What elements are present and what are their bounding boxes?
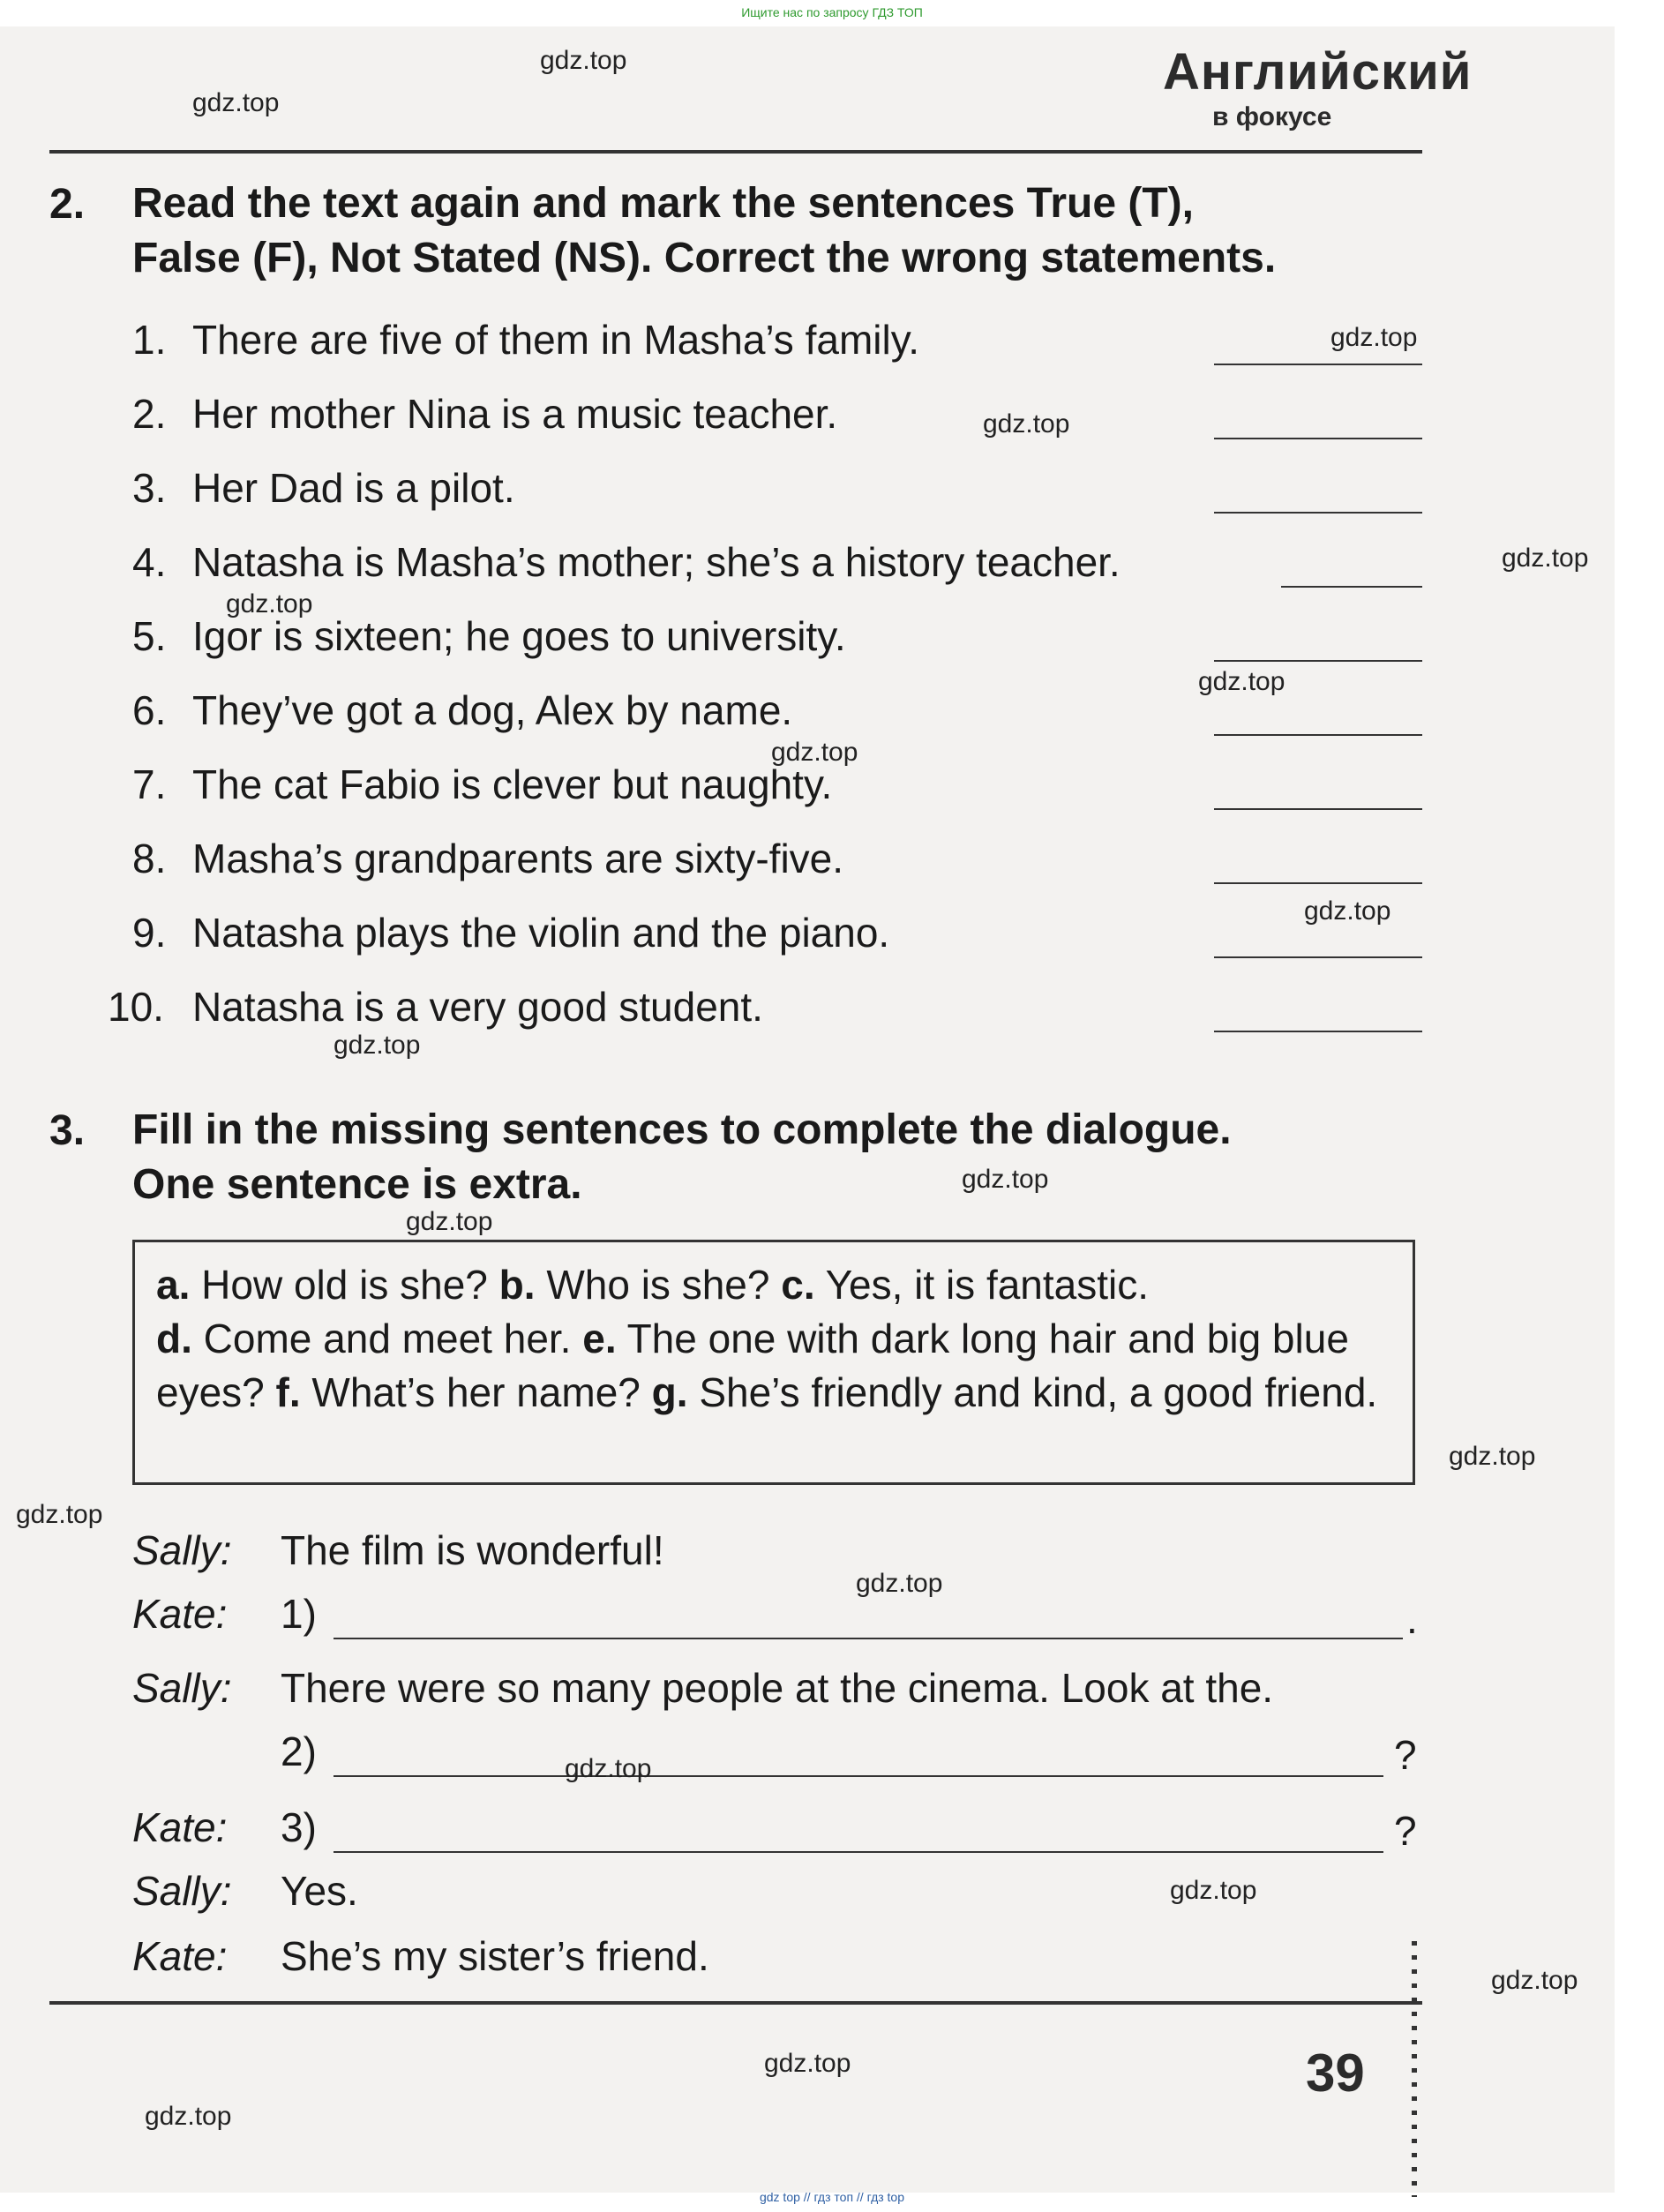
option-letter-d: d.	[156, 1316, 192, 1361]
header-rule	[49, 150, 1422, 154]
statement-2	[132, 390, 837, 438]
statement-text: Masha’s grandparents are sixty-five.	[192, 836, 844, 881]
logo-subtitle: в фокусе	[1212, 102, 1332, 131]
statement-10	[108, 983, 763, 1031]
answer-line-2[interactable]	[1214, 438, 1422, 439]
statement-text: Igor is sixteen; he goes to university.	[192, 613, 846, 659]
watermark: gdz.top	[764, 2049, 851, 2078]
watermark: gdz.top	[1170, 1876, 1257, 1905]
statement-7	[132, 761, 832, 808]
option-d: Come and meet her.	[203, 1316, 572, 1361]
statement-text: The cat Fabio is clever but naughty.	[192, 761, 833, 807]
statement-number: 9.	[132, 910, 167, 956]
answer-line-8[interactable]	[1214, 882, 1422, 884]
statement-1	[132, 316, 919, 364]
statement-4	[132, 538, 1121, 586]
footer-rule	[49, 2001, 1422, 2005]
options-line-2	[156, 1312, 1393, 1420]
gap-3-question: ?	[1394, 1808, 1417, 1854]
watermark: gdz.top	[856, 1569, 943, 1598]
answer-line-10[interactable]	[1214, 1031, 1422, 1032]
task2-title	[132, 176, 1429, 286]
statement-number: 3.	[132, 465, 167, 511]
option-letter-e: e.	[582, 1316, 617, 1361]
statement-5	[132, 612, 846, 660]
statement-text: Natasha is a very good student.	[192, 984, 763, 1030]
watermark: gdz.top	[1502, 544, 1589, 573]
watermark: gdz.top	[983, 409, 1070, 439]
watermark: gdz.top	[406, 1207, 493, 1236]
watermark: gdz.top	[771, 738, 858, 767]
option-letter-f: f.	[275, 1369, 301, 1415]
statement-text: There are five of them in Masha’s family.	[192, 317, 920, 363]
statement-number: 10.	[108, 984, 164, 1030]
watermark: gdz.top	[16, 1500, 103, 1529]
options-line-1	[156, 1258, 1393, 1312]
textbook-logo	[1163, 42, 1473, 139]
option-b: Who is she?	[546, 1262, 770, 1308]
gap-2-blank[interactable]	[334, 1775, 1383, 1777]
statement-number: 6.	[132, 687, 167, 733]
task2-number: 2.	[49, 181, 86, 228]
statement-3	[132, 464, 515, 512]
dialogue-line-3: There were so many people at the cinema. Look at the.	[281, 1665, 1274, 1711]
watermark: gdz.top	[1449, 1442, 1536, 1471]
task2-title-line2: False (F), Not Stated (NS). Correct the wrong statements.	[132, 235, 1277, 281]
watermark: gdz.top	[1330, 323, 1418, 352]
option-f: What’s her name?	[311, 1369, 641, 1415]
watermark: gdz.top	[192, 88, 280, 117]
statement-number: 8.	[132, 836, 167, 881]
statement-text: Her mother Nina is a music teacher.	[192, 391, 838, 437]
option-a: How old is she?	[201, 1262, 488, 1308]
speaker-kate: Kate:	[132, 1591, 228, 1637]
watermark: gdz.top	[1304, 896, 1391, 926]
statement-text: Natasha plays the violin and the piano.	[192, 910, 890, 956]
sentence-options-box	[132, 1240, 1415, 1485]
dialogue-line-1: The film is wonderful!	[281, 1527, 664, 1573]
watermark: gdz.top	[145, 2102, 232, 2131]
option-letter-c: c.	[781, 1262, 815, 1308]
statement-text: They’ve got a dog, Alex by name.	[192, 687, 793, 733]
answer-line-4[interactable]	[1281, 586, 1422, 588]
answer-line-5[interactable]	[1214, 660, 1422, 662]
statement-6	[132, 686, 792, 734]
option-c: Yes, it is fantastic.	[825, 1262, 1150, 1308]
option-g: She’s friendly and kind, a good friend.	[699, 1369, 1378, 1415]
statement-text: Her Dad is a pilot.	[192, 465, 515, 511]
option-letter-b: b.	[498, 1262, 536, 1308]
task2-title-line1: Read the text again and mark the sentences True (T),	[132, 180, 1194, 227]
dialogue-line-5: Yes.	[281, 1868, 358, 1914]
answer-line-3[interactable]	[1214, 512, 1422, 514]
bottom-note[interactable]: gdz top // гдз топ // гдз top	[759, 2190, 905, 2204]
speaker-sally: Sally:	[132, 1527, 232, 1573]
task3-title	[132, 1103, 1429, 1212]
speaker-kate: Kate:	[132, 1933, 228, 1979]
answer-line-9[interactable]	[1214, 956, 1422, 958]
task3-title-line1: Fill in the missing sentences to complete the dialogue.	[132, 1106, 1232, 1153]
option-letter-a: a.	[156, 1262, 191, 1308]
option-e: The one with dark long hair and big blue eyes?	[156, 1316, 1349, 1415]
statement-9	[132, 909, 889, 956]
gap-3-blank[interactable]	[334, 1851, 1383, 1853]
task3-number: 3.	[49, 1107, 86, 1154]
watermark: gdz.top	[1491, 1966, 1578, 1995]
gap-2-question: ?	[1394, 1732, 1417, 1778]
page-number: 39	[1306, 2043, 1365, 2103]
logo-title: Английский	[1163, 43, 1473, 101]
watermark: gdz.top	[1198, 667, 1285, 696]
statement-text: Natasha is Masha’s mother; she’s a history teacher.	[192, 539, 1121, 585]
speaker-sally: Sally:	[132, 1665, 232, 1711]
gap-1-blank[interactable]	[334, 1638, 1403, 1639]
answer-line-1[interactable]	[1214, 364, 1422, 365]
gap-3-number: 3)	[281, 1804, 317, 1850]
watermark: gdz.top	[962, 1165, 1049, 1194]
watermark: gdz.top	[226, 589, 313, 619]
statement-number: 5.	[132, 613, 167, 659]
dialogue-line-6: She’s my sister’s friend.	[281, 1933, 709, 1979]
statement-8	[132, 835, 843, 882]
answer-line-7[interactable]	[1214, 808, 1422, 810]
speaker-sally: Sally:	[132, 1868, 232, 1914]
task3-title-line2: One sentence is extra.	[132, 1161, 582, 1208]
option-letter-g: g.	[651, 1369, 688, 1415]
statement-number: 7.	[132, 761, 167, 807]
answer-line-6[interactable]	[1214, 734, 1422, 736]
gap-2-number: 2)	[281, 1728, 317, 1774]
watermark: gdz.top	[565, 1754, 652, 1783]
statement-number: 4.	[132, 539, 167, 585]
watermark: gdz.top	[540, 46, 627, 75]
statement-number: 2.	[132, 391, 167, 437]
gap-1-period: .	[1406, 1596, 1418, 1642]
speaker-kate: Kate:	[132, 1804, 228, 1850]
top-note[interactable]: Ищите нас по запросу ГДЗ ТОП	[741, 5, 923, 19]
gap-1-number: 1)	[281, 1591, 317, 1637]
page-edge-dots	[1412, 1941, 1417, 2197]
watermark: gdz.top	[334, 1031, 421, 1060]
statement-number: 1.	[132, 317, 167, 363]
